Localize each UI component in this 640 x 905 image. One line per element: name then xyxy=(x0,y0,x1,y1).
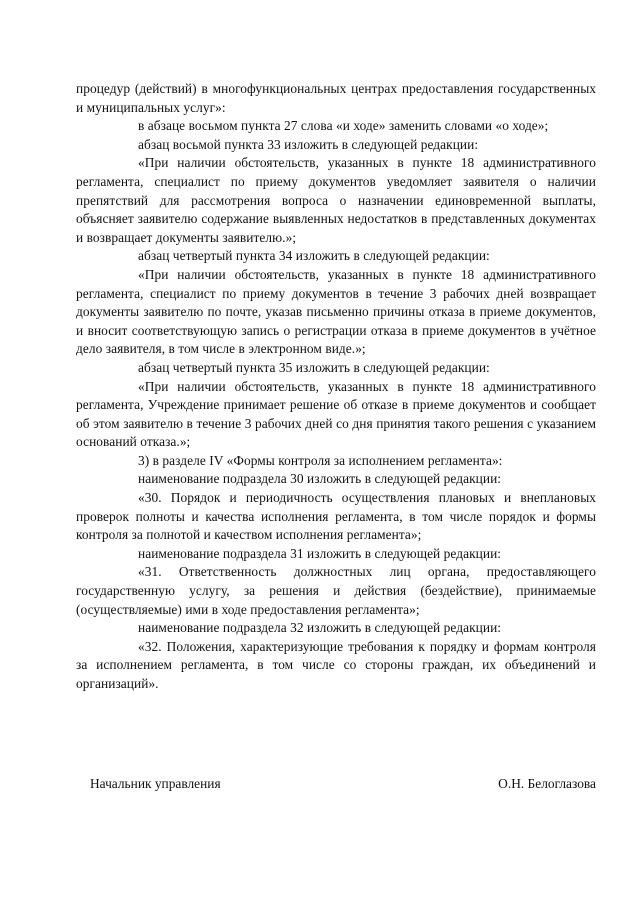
paragraph-2: в абзаце восьмом пункта 27 слова «и ходе» заменить словами «о ходе»; xyxy=(138,118,549,134)
document-body xyxy=(76,80,596,694)
paragraph-5: абзац четвертый пункта 34 изложить в следующей редакции: xyxy=(138,248,490,264)
paragraph-15: «32. Положения, характеризующие требования к порядку и формам контроля за исполнением регламента, в том числе со стороны граждан, их объединений и организаций». xyxy=(76,638,596,691)
paragraph-8: «При наличии обстоятельств, указанных в пункте 18 административного регламента, Учреждение принимает решение об отказе в приеме документов и сообщает об этом заявителю в течение 3 рабочих дней со дня принятия такого решения с указанием оснований отказа.»; xyxy=(76,378,596,450)
paragraph-1: процедур (действий) в многофункциональных центрах предоставления государственных и муниципальных услуг»: xyxy=(76,81,596,115)
paragraph-3: абзац восьмой пункта 33 изложить в следующей редакции: xyxy=(138,136,479,152)
paragraph-7: абзац четвертый пункта 35 изложить в следующей редакции: xyxy=(138,359,490,375)
paragraph-10: наименование подраздела 30 изложить в следующей редакции: xyxy=(138,471,502,487)
paragraph-14: наименование подраздела 32 изложить в следующей редакции: xyxy=(138,620,502,636)
paragraph-13: «31. Ответственность должностных лиц органа, предоставляющего государственную услугу, за решения и действия (бездействие), принимаемые (осуществляемые) ими в ходе предоставления регламента»; xyxy=(76,564,596,617)
signatory-name: О.Н. Белоглазова xyxy=(498,776,596,791)
paragraph-9: 3) в разделе IV «Формы контроля за исполнением регламента»: xyxy=(138,452,503,468)
paragraph-4: «При наличии обстоятельств, указанных в пункте 18 административного регламента, специалист по приему документов уведомляет заявителя о наличии препятствий для рассмотрения вопроса о назначении единовременной выплаты, объясняет заявителю содержание выявленных недостатков в представленных документах и возвращает документы заявителю.»; xyxy=(76,155,596,245)
signatory-position: Начальник управления xyxy=(90,776,221,791)
paragraph-11: «30. Порядок и периодичность осуществления плановых и внеплановых проверок полноты и качества исполнения регламента, в том числе порядок и формы контроля за полнотой и качеством исполнения регламента»; xyxy=(76,490,596,543)
signature-block xyxy=(90,775,596,793)
paragraph-12: наименование подраздела 31 изложить в следующей редакции: xyxy=(138,545,502,561)
paragraph-6: «При наличии обстоятельств, указанных в пункте 18 административного регламента, специалист по приему документов в течение 3 рабочих дней возвращает документы заявителю по почте, указав письменно причины отказа в приеме документов, и вносит соответствующую запись о регистрации отказа в приеме документов в учётное дело заявителя, в том числе в электронном виде.»; xyxy=(76,266,596,357)
